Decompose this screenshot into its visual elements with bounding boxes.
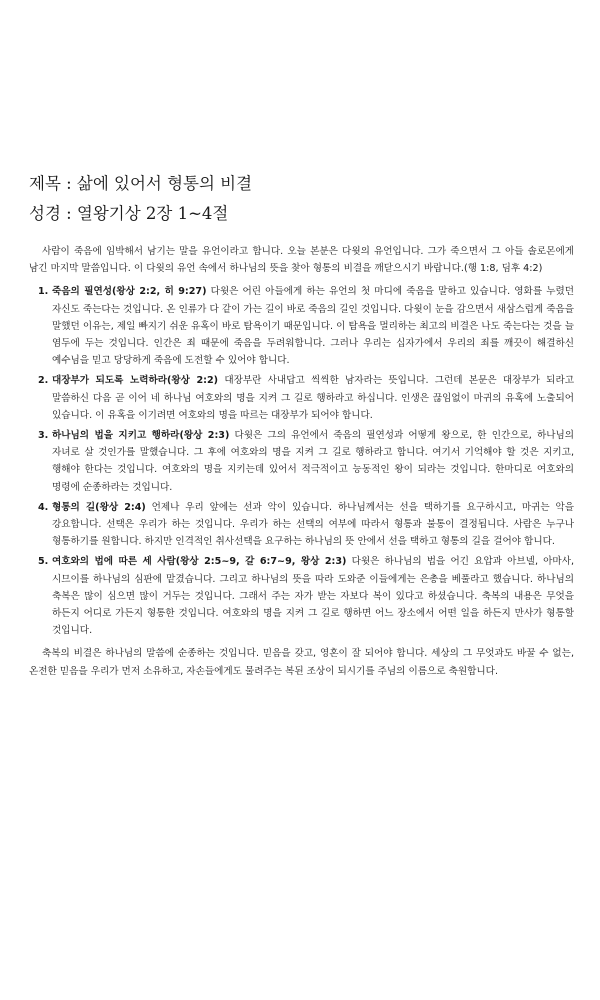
- sermon-point-1: [29, 283, 574, 369]
- sermon-points-list: [29, 283, 574, 639]
- sermon-header: [29, 172, 574, 232]
- sermon-body: [29, 243, 574, 680]
- sermon-point-5: [29, 553, 574, 639]
- point-title: 여호와의 법에 따른 세 사람(왕상 2:5~9, 갈 6:7~9, 왕상 2:3): [52, 556, 347, 568]
- point-title: 형통의 길(왕상 2:4): [52, 501, 146, 513]
- point-number: 2.: [38, 375, 49, 387]
- point-text: 다윗은 하나님의 법을 어긴 요압과 아브넬, 아마사, 시므이를 하나님의 심판에 맡겼습니다. 그리고 하나님의 뜻을 따라 도와준 이들에게는 은총을 베풀라고 했습니다. 하나님의 축복은 많이 심으면 많이 거두는 것입니다. 그래서 주는 자가 받는 자보다 복이 있다고 하셨습니다. 축복의 내용은 무엇을 하든지 어디로 가든지 형통한 것입니다. 여호와의 명을 지켜 그 길로 행하면 어느 장소에서 어떤 일을 하든지 만사가 형통할 것입니다.: [52, 556, 575, 637]
- point-text: 언제나 우리 앞에는 선과 악이 있습니다. 하나님께서는 선을 택하기를 요구하시고, 마귀는 악을 강요합니다. 선택은 우리가 하는 것입니다. 우리가 하는 선택의 여부에 따라서 형통과 불통이 결정됩니다. 사람은 누구나 형통하기를 원합니다. 하지만 인격적인 취사선택을 요구하는 하나님의 뜻 안에서 선을 택하고 형통의 길을 걸어야 합니다.: [52, 501, 574, 548]
- point-title: 대장부가 되도록 노력하라(왕상 2:2): [52, 375, 219, 387]
- point-body: [52, 372, 574, 424]
- point-number: 4.: [38, 501, 49, 513]
- scripture-reference: 성경 : 열왕기상 2장 1~4절: [29, 204, 229, 223]
- point-number: 3.: [38, 430, 49, 442]
- point-title: 하나님의 법을 지키고 행하라(왕상 2:3): [52, 430, 230, 442]
- sermon-point-4: [29, 499, 574, 551]
- sermon-point-2: [29, 372, 574, 424]
- point-body: [52, 283, 574, 369]
- point-body: [52, 499, 574, 551]
- point-number: 1.: [38, 286, 49, 298]
- point-text: 대장부란 사내답고 씩씩한 남자라는 뜻입니다. 그런데 본문은 대장부가 되라고 말씀하신 다음 곧 이어 네 하나님 여호와의 명을 지켜 그 길로 행하라고 하십니다. 인생은 끊임없이 마귀의 유혹에 노출되어 있습니다. 이 유혹을 이기려면 여호와의 명을 따르는 대장부가 되어야 합니다.: [52, 375, 574, 421]
- sermon-point-3: [29, 427, 574, 496]
- conclusion-paragraph: 축복의 비결은 하나님의 말씀에 순종하는 것입니다. 믿음을 갖고, 영혼이 잘 되어야 합니다. 세상의 그 무엇과도 바꿀 수 없는, 온전한 믿음을 우리가 먼저 소유하고, 자손들에게도 물려주는 복된 조상이 되시기를 주님의 이름으로 축원합니다.: [29, 648, 574, 677]
- sermon-title: 제목 : 삶에 있어서 형통의 비결: [29, 174, 253, 193]
- point-body: [52, 427, 574, 496]
- point-title: 죽음의 필연성(왕상 2:2, 히 9:27): [52, 286, 207, 298]
- point-body: [52, 553, 574, 639]
- point-number: 5.: [38, 556, 49, 568]
- point-text: 다윗은 어린 아들에게 하는 유언의 첫 마디에 죽음을 말하고 있습니다. 영화를 누렸던 자신도 죽는다는 것입니다. 온 인류가 다 같이 가는 길이 바로 죽음의 길인 것입니다. 다윗이 눈을 감으면서 새삼스럽게 죽음을 말했던 이유는, 제일 빠지기 쉬운 유혹이 바로 탐욕이기 때문입니다. 이 탐욕을 멀리하는 최고의 비결은 나도 죽는다는 것을 늘 염두에 두는 것입니다. 인간은 죄 때문에 죽음을 두려워합니다. 그러나 우리는 십자가에서 우리의 죄를 깨끗이 해결하신 예수님을 믿고 당당하게 죽음에 도전할 수 있어야 합니다.: [52, 286, 575, 367]
- intro-paragraph: 사람이 죽음에 임박해서 남기는 말을 유언이라고 합니다. 오늘 본분은 다윗의 유언입니다. 그가 죽으면서 그 아들 솔로몬에게 남긴 마지막 말씀입니다. 이 다윗의 유언 속에서 하나님의 뜻을 찾아 형통의 비결을 깨닫으시기 바랍니다.(행 1:8, 딤후 4:2): [29, 246, 574, 275]
- point-text: 다윗은 그의 유언에서 죽음의 필연성과 어떻게 왕으로, 한 인간으로, 하나님의 자녀로 살 것인가를 말했습니다. 그 후에 여호와의 명을 지켜 그 길로 행하라고 합니다. 여기서 기억해야 할 것은 지키고, 행해야 한다는 것입니다. 여호와의 명을 지키는데 있어서 적극적이고 능동적인 왕이 되라는 것입니다. 한마디로 여호와의 명령에 순종하라는 것입니다.: [52, 430, 575, 493]
